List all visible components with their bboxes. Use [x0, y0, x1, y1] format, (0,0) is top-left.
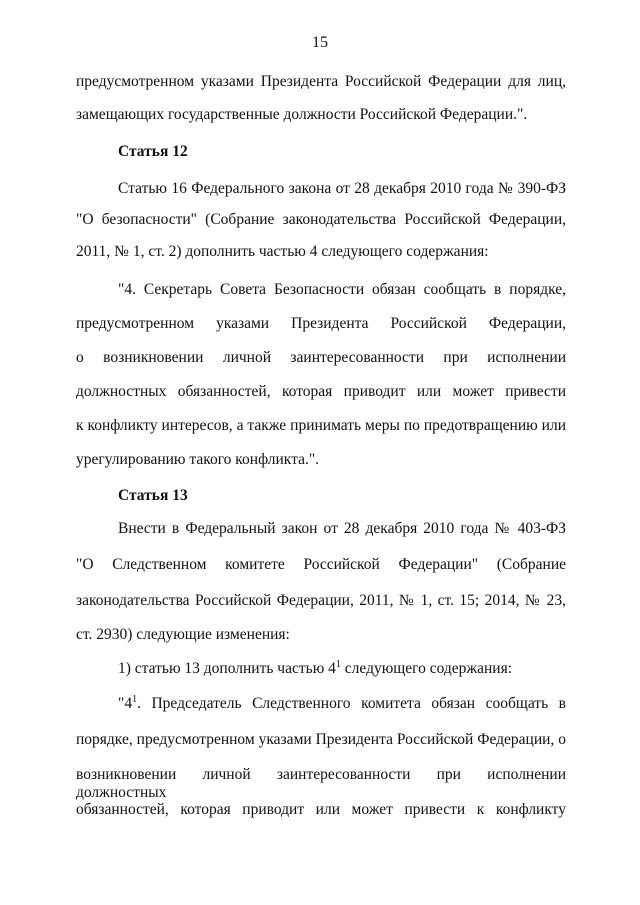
text-line: возникновении личной заинтересованности при исполнении должностных: [76, 766, 566, 801]
text-fragment: 1) статью 13 дополнить частью 4: [118, 660, 336, 677]
text-fragment: "4: [118, 695, 133, 712]
text-line: порядке, предусмотренном указами Президента Российской Федерации, о: [76, 731, 566, 748]
text-line: 2011, № 1, ст. 2) дополнить частью 4 следующего содержания:: [76, 243, 489, 260]
text-line: о возникновении личной заинтересованности при исполнении: [76, 349, 566, 366]
text-line: "О безопасности" (Собрание законодательства Российской Федерации,: [76, 211, 566, 228]
superscript: 1: [335, 659, 341, 670]
page-number: 15: [312, 34, 328, 51]
text-line: урегулированию такого конфликта.".: [76, 451, 320, 468]
text-line: Внести в Федеральный закон от 28 декабря 2010 года № 403-ФЗ: [118, 520, 566, 537]
text-line: [118, 695, 566, 713]
article-heading: Статья 13: [118, 487, 188, 504]
text-fragment: . Председатель Следственного комитета обязан сообщать в: [137, 695, 566, 712]
text-line: должностных обязанностей, которая приводит или может привести: [76, 383, 566, 400]
text-line: предусмотренном указами Президента Российской Федерации для лиц,: [76, 73, 566, 90]
text-line: ст. 2930) следующие изменения:: [76, 626, 290, 643]
text-line: законодательства Российской Федерации, 2011, № 1, ст. 15; 2014, № 23,: [76, 592, 566, 609]
article-heading: Статья 12: [118, 143, 188, 160]
text-line: замещающих государственные должности Российской Федерации.".: [76, 106, 528, 123]
text-line: предусмотренном указами Президента Российской Федерации,: [76, 315, 566, 332]
text-line: "4. Секретарь Совета Безопасности обязан сообщать в порядке,: [118, 281, 566, 298]
text-line: [118, 660, 566, 678]
text-line: обязанностей, которая приводит или может привести к конфликту: [76, 801, 566, 818]
text-line: "О Следственном комитете Российской Федерации" (Собрание: [76, 556, 566, 573]
text-line: к конфликту интересов, а также принимать меры по предотвращению или: [76, 417, 566, 434]
text-fragment: следующего содержания:: [340, 660, 513, 677]
superscript: 1: [132, 694, 138, 705]
text-line: Статью 16 Федерального закона от 28 декабря 2010 года № 390-ФЗ: [118, 180, 566, 197]
